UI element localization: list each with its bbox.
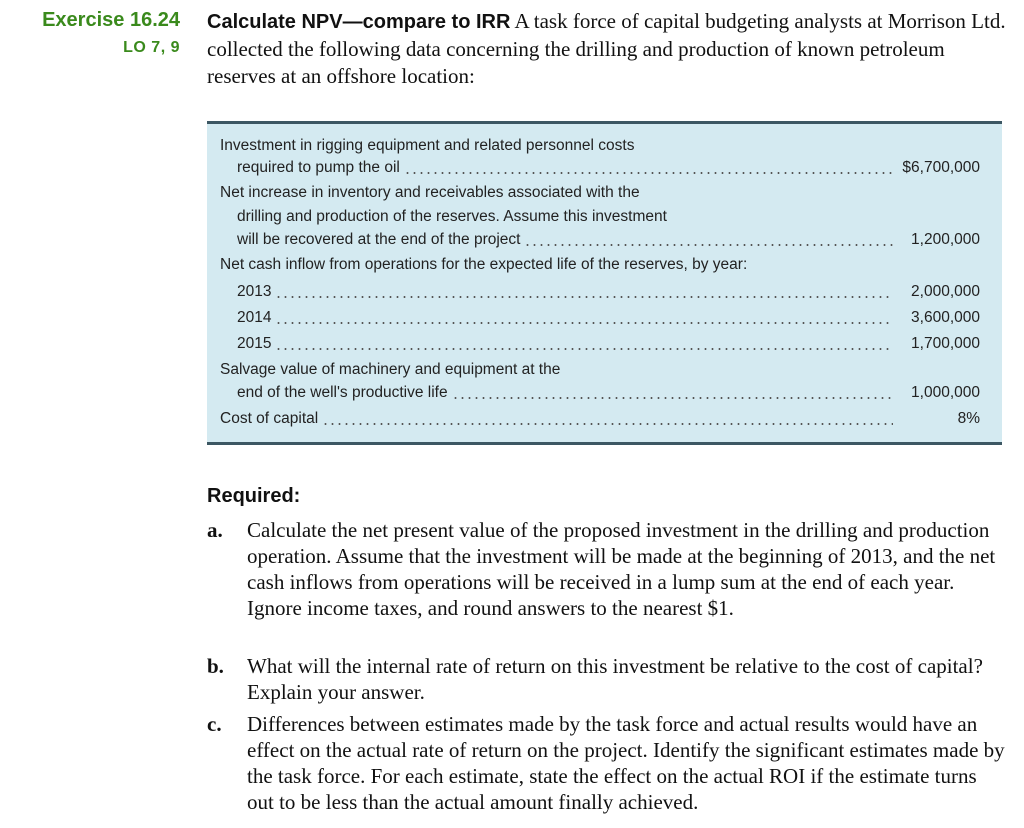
- year-value: 2,000,000: [911, 283, 980, 300]
- year-label: 2014: [237, 309, 272, 326]
- year-label: 2013: [237, 283, 272, 300]
- inventory-label-line1: Net increase in inventory and receivables associated with the: [220, 184, 640, 201]
- inventory-label-line2: drilling and production of the reserves. Assume this investment: [237, 208, 667, 225]
- required-item-a: [207, 517, 1007, 621]
- year-label: 2015: [237, 335, 272, 352]
- salvage-row: [237, 383, 893, 403]
- learning-objectives: LO 7, 9: [123, 39, 180, 56]
- investment-value: $6,700,000: [902, 159, 980, 176]
- salvage-label-line2: end of the well's productive life: [237, 384, 448, 401]
- item-letter: b.: [207, 654, 224, 678]
- exercise-intro: [207, 8, 1007, 90]
- year-row-2015: [237, 334, 893, 354]
- dot-leader: [275, 348, 893, 350]
- item-text: Calculate the net present value of the proposed investment in the drilling and production operation. Assume that the investment will be made at the beginning of 2013, and the net cash inflows from operations will be received in a lump sum at the end of each year. Ignore income taxes, and round answers to the nearest $1.: [247, 518, 996, 620]
- dot-leader: [404, 172, 893, 174]
- required-title: Required:: [207, 485, 301, 507]
- cost-of-capital-value: 8%: [957, 410, 980, 427]
- data-table: [207, 121, 1002, 445]
- investment-row: [237, 158, 893, 178]
- dot-leader: [524, 244, 893, 246]
- dot-leader: [452, 397, 893, 399]
- item-letter: c.: [207, 712, 222, 736]
- year-row-2013: [237, 282, 893, 302]
- inventory-label-line3: will be recovered at the end of the project: [237, 231, 521, 248]
- exercise-number: Exercise 16.24: [42, 9, 180, 31]
- cost-of-capital-row: [220, 409, 893, 429]
- cost-of-capital-label: Cost of capital: [220, 410, 319, 427]
- salvage-label-line1: Salvage value of machinery and equipment at the: [220, 361, 561, 378]
- investment-label-line1: Investment in rigging equipment and related personnel costs: [220, 137, 635, 154]
- investment-label-line2: required to pump the oil: [237, 159, 400, 176]
- inventory-row: [237, 230, 893, 250]
- dot-leader: [322, 423, 893, 425]
- exercise-heading: Calculate NPV—compare to IRR: [207, 11, 511, 33]
- required-item-c: [207, 711, 1007, 815]
- item-letter: a.: [207, 518, 223, 542]
- exercise-label: [8, 8, 180, 58]
- year-value: 1,700,000: [911, 335, 980, 352]
- dot-leader: [275, 296, 893, 298]
- inventory-value: 1,200,000: [911, 231, 980, 248]
- cash-inflow-header: Net cash inflow from operations for the expected life of the reserves, by year:: [220, 256, 748, 273]
- intro-text: A task force of capital budgeting analysts at Morrison Ltd. collected the following data concerning the drilling and production of known petroleum reserves at an offshore location:: [207, 9, 1006, 88]
- item-text: What will the internal rate of return on this investment be relative to the cost of capital? Explain your answer.: [247, 654, 983, 704]
- year-value: 3,600,000: [911, 309, 980, 326]
- dot-leader: [275, 322, 893, 324]
- item-text: Differences between estimates made by the task force and actual results would have an effect on the actual rate of return on the project. Identify the significant estimates made by the task force. For each estimate, state the effect on the actual ROI if the estimate turns out to be less than the actual amount finally achieved.: [247, 712, 1005, 814]
- year-row-2014: [237, 308, 893, 328]
- salvage-value: 1,000,000: [911, 384, 980, 401]
- required-item-b: [207, 653, 1007, 705]
